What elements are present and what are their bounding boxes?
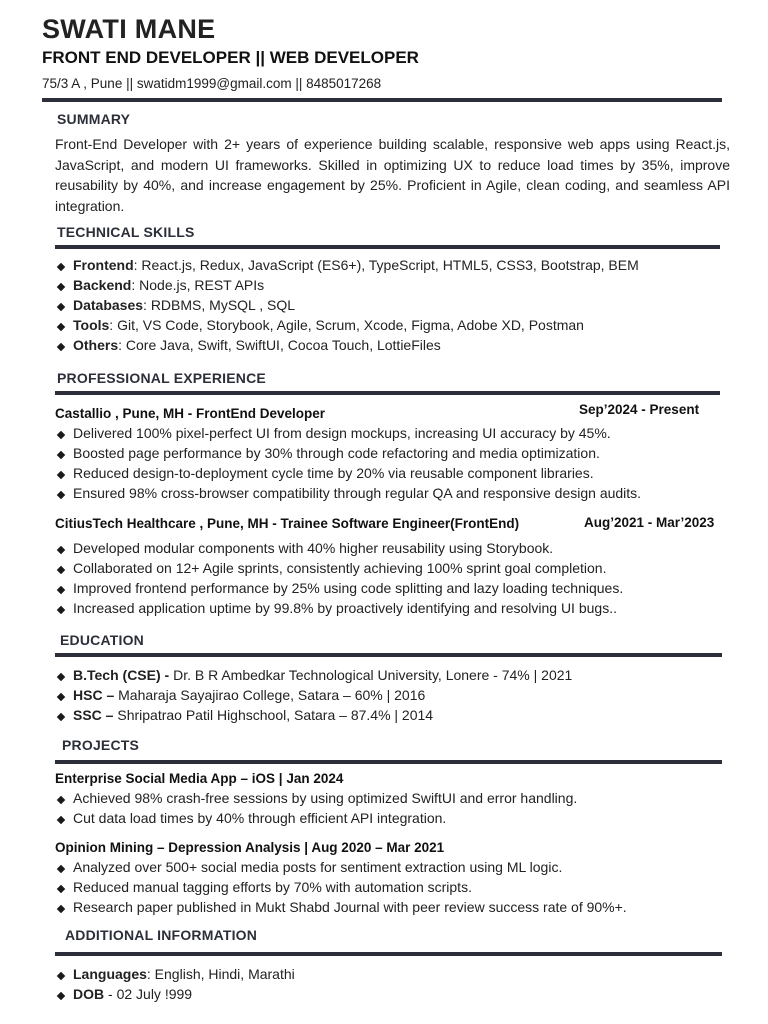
education-list xyxy=(55,667,572,727)
project-title-social-app: Enterprise Social Media App – iOS | Jan 2024 xyxy=(55,771,344,786)
project-title-opinion-mining: Opinion Mining – Depression Analysis | Aug 2020 – Mar 2021 xyxy=(55,840,445,855)
bullet-text: Reduced design-to-deployment cycle time by 20% via reusable component libraries. xyxy=(73,465,594,481)
degree-detail: Maharaja Sayajirao College, Satara – 60% | 2016 xyxy=(114,687,426,703)
bullet-icon xyxy=(57,263,65,271)
list-item xyxy=(55,899,627,919)
bullet-text: Cut data load times by 40% through efficient API integration. xyxy=(73,810,447,826)
list-item xyxy=(55,667,572,687)
bullet-icon xyxy=(57,546,65,554)
list-item xyxy=(55,445,641,465)
bullet-text: Achieved 98% crash-free sessions by using optimized SwiftUI and error handling. xyxy=(73,790,578,806)
skill-label: Tools xyxy=(73,317,110,333)
job-bullets-citiustech xyxy=(55,540,623,620)
list-item xyxy=(55,465,641,485)
bullet-icon xyxy=(57,491,65,499)
list-item xyxy=(55,317,639,337)
skill-value: : Node.js, REST APIs xyxy=(131,277,265,293)
bullet-text: Improved frontend performance by 25% using code splitting and lazy loading techniques. xyxy=(73,580,624,596)
list-item xyxy=(55,580,623,600)
list-item xyxy=(55,687,572,707)
bullet-icon xyxy=(57,693,65,701)
list-item xyxy=(55,707,572,727)
skills-list xyxy=(55,257,639,357)
list-item xyxy=(55,560,623,580)
bullet-text: Ensured 98% cross-browser compatibility through regular QA and responsive design audits. xyxy=(73,485,642,501)
list-item xyxy=(55,425,641,445)
bullet-icon xyxy=(57,566,65,574)
skill-value: : Git, VS Code, Storybook, Agile, Scrum, Xcode, Figma, Adobe XD, Postman xyxy=(109,317,584,333)
divider xyxy=(55,245,720,249)
contact-info: 75/3 A , Pune || swatidm1999@gmail.com || 8485017268 xyxy=(42,76,382,91)
list-item xyxy=(55,986,295,1006)
list-item xyxy=(55,257,639,277)
skill-label: Backend xyxy=(73,277,132,293)
list-item xyxy=(55,485,641,505)
summary-text: Front-End Developer with 2+ years of experience building scalable, responsive web apps using React.js, JavaScript, and modern UI frameworks. Skilled in optimizing UX to reduce load times by 35%, improve reusability by 40%, and increase engagement by 25%. Proficient in Agile, clean coding, and seamless API integration. xyxy=(55,136,730,214)
bullet-icon xyxy=(57,606,65,614)
job-title: FRONT END DEVELOPER || WEB DEVELOPER xyxy=(42,48,419,67)
bullet-text: Developed modular components with 40% higher reusability using Storybook. xyxy=(73,540,554,556)
bullet-icon xyxy=(57,713,65,721)
bullet-text: Boosted page performance by 30% through code refactoring and media optimization. xyxy=(73,445,600,461)
list-item xyxy=(55,859,627,879)
bullet-text: Research paper published in Mukt Shabd Journal with peer review success rate of 90%+. xyxy=(73,899,627,915)
list-item xyxy=(55,600,623,620)
bullet-icon xyxy=(57,451,65,459)
bullet-icon xyxy=(57,323,65,331)
bullet-icon xyxy=(57,303,65,311)
candidate-name: SWATI MANE xyxy=(42,14,216,44)
degree-detail: Dr. B R Ambedkar Technological University, Lonere - 74% | 2021 xyxy=(169,667,573,683)
skill-label: Others xyxy=(73,337,119,353)
bullet-icon xyxy=(57,673,65,681)
degree-label: B.Tech (CSE) - xyxy=(73,667,170,683)
additional-list xyxy=(55,966,295,1006)
additional-heading: ADDITIONAL INFORMATION xyxy=(65,927,258,943)
info-value: - 02 July !999 xyxy=(104,986,193,1002)
job-title-citiustech: CitiusTech Healthcare , Pune, MH - Trainee Software Engineer(FrontEnd) xyxy=(55,516,520,531)
degree-label: HSC – xyxy=(73,687,115,703)
bullet-icon xyxy=(57,471,65,479)
bullet-icon xyxy=(57,905,65,913)
list-item xyxy=(55,966,295,986)
skill-label: Frontend xyxy=(73,257,134,273)
job-date-citiustech: Aug’2021 - Mar’2023 xyxy=(584,515,715,530)
bullet-icon xyxy=(57,343,65,351)
skill-value: : RDBMS, MySQL , SQL xyxy=(143,297,296,313)
divider xyxy=(55,952,722,956)
bullet-icon xyxy=(57,283,65,291)
project-bullets-social-app xyxy=(55,790,577,830)
list-item xyxy=(55,790,577,810)
bullet-icon xyxy=(57,816,65,824)
list-item xyxy=(55,277,639,297)
list-item xyxy=(55,337,639,357)
degree-label: SSC – xyxy=(73,707,114,723)
bullet-text: Analyzed over 500+ social media posts for sentiment extraction using ML logic. xyxy=(73,859,563,875)
info-label: DOB xyxy=(73,986,105,1002)
list-item xyxy=(55,297,639,317)
list-item xyxy=(55,540,623,560)
bullet-text: Delivered 100% pixel-perfect UI from design mockups, increasing UI accuracy by 45%. xyxy=(73,425,611,441)
education-heading: EDUCATION xyxy=(60,632,144,648)
bullet-icon xyxy=(57,885,65,893)
skill-label: Databases xyxy=(73,297,144,313)
bullet-icon xyxy=(57,865,65,873)
list-item xyxy=(55,810,577,830)
bullet-icon xyxy=(57,586,65,594)
summary-heading: SUMMARY xyxy=(57,111,131,127)
bullet-icon xyxy=(57,431,65,439)
info-label: Languages xyxy=(73,966,147,982)
divider xyxy=(55,760,722,764)
skill-value: : React.js, Redux, JavaScript (ES6+), TypeScript, HTML5, CSS3, Bootstrap, BEM xyxy=(133,257,639,273)
job-bullets-castallio xyxy=(55,425,641,505)
skill-value: : Core Java, Swift, SwiftUI, Cocoa Touch, LottieFiles xyxy=(118,337,441,353)
bullet-icon xyxy=(57,992,65,1000)
degree-detail: Shripatrao Patil Highschool, Satara – 87.4% | 2014 xyxy=(113,707,434,723)
bullet-icon xyxy=(57,972,65,980)
skills-heading: TECHNICAL SKILLS xyxy=(57,224,195,240)
projects-heading: PROJECTS xyxy=(62,737,140,753)
bullet-text: Reduced manual tagging efforts by 70% with automation scripts. xyxy=(73,879,472,895)
project-bullets-opinion-mining xyxy=(55,859,627,919)
bullet-icon xyxy=(57,796,65,804)
job-date-castallio: Sep’2024 - Present xyxy=(579,402,700,417)
list-item xyxy=(55,879,627,899)
bullet-text: Collaborated on 12+ Agile sprints, consistently achieving 100% sprint goal completion. xyxy=(73,560,607,576)
bullet-text: Increased application uptime by 99.8% by proactively identifying and resolving UI bugs.. xyxy=(73,600,617,616)
job-title-castallio: Castallio , Pune, MH - FrontEnd Developer xyxy=(55,406,326,421)
divider xyxy=(55,391,720,395)
divider xyxy=(55,653,722,657)
experience-heading: PROFESSIONAL EXPERIENCE xyxy=(57,370,266,386)
info-value: : English, Hindi, Marathi xyxy=(146,966,295,982)
divider xyxy=(42,98,722,102)
